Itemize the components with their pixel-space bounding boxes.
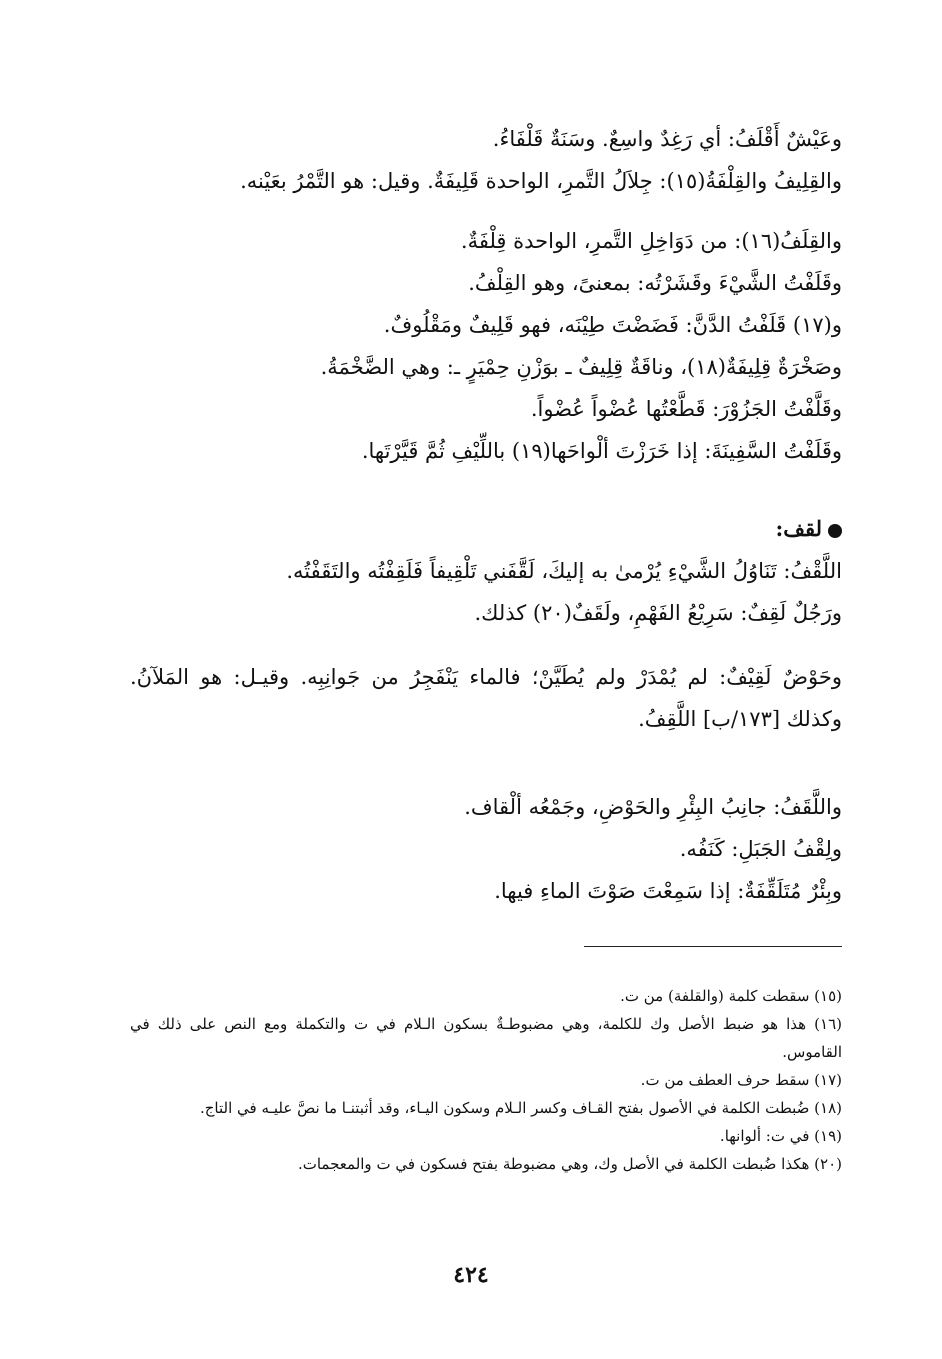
text-line: وعَيْشٌ أَقْلَفُ: أي رَغِدٌ واسِعٌ. وسَنَةٌ قَلْفَاءُ. bbox=[492, 127, 842, 151]
text-line: وبِئْرٌ مُتَلَقِّفَةٌ: إذا سَمِعْتَ صَوْتَ الماءِ فيها. bbox=[494, 879, 842, 903]
footnote: (١٧) سقط حرف العطف من ت. bbox=[640, 1071, 842, 1089]
text-line: والقِلِيفُ والقِلْفَةُ(١٥): جِلاَلُ التَّمرِ، الواحدة قَلِيفَةٌ. وقيل: هو التَّمْرُ بعَيْنه. bbox=[240, 169, 842, 193]
entry-laqaf-more bbox=[130, 786, 842, 912]
entry-qalaf-continued bbox=[130, 118, 842, 202]
text-line: وقَلَفْتُ السَّفِينَةَ: إذا خَرَزْتَ ألْواحَها(١٩) باللِّيْفِ ثُمَّ قَيَّرْتَها. bbox=[361, 439, 842, 463]
text-line: واللَّقَفُ: جانِبُ البِئْرِ والحَوْضِ، وجَمْعُه ألْقاف. bbox=[464, 795, 842, 819]
text-line: ولِقْفُ الجَبَلِ: كَنَفُه. bbox=[679, 837, 842, 861]
footnote: (١٩) في ت: ألوانها. bbox=[719, 1127, 842, 1145]
bullet-icon bbox=[828, 524, 842, 538]
footnote-separator bbox=[584, 946, 842, 947]
entry-hawd-laqif bbox=[130, 656, 842, 740]
entry-qalaf-meanings bbox=[130, 220, 842, 472]
text-line: وقَلَفْتُ الشَّيْءَ وقَشَرْتُه: بمعنىً، وهو القِلْفُ. bbox=[468, 271, 842, 295]
text-paragraph: وحَوْضٌ لَقِيْفٌ: لم يُمْدَرْ ولم يُطَيَّنْ؛ فالماء يَنْفَجِرُ من جَوانِبِه. وقيـل: هو المَلآنُ. وكذلك [١٧٣/ب] اللَّقِفُ. bbox=[130, 665, 842, 731]
footnotes bbox=[130, 982, 842, 1178]
page-number: ٤٢٤ bbox=[453, 1262, 489, 1288]
text-line: وصَخْرَةٌ قِلِيفَةٌ(١٨)، وناقَةٌ قِلِيفٌ ـ بوَزْنِ حِمْيَرٍ ـ: وهي الضَّخْمَةُ. bbox=[320, 355, 842, 379]
text-line: وقَلَّفْتُ الجَزُوْرَ: قَطَّعْتُها عُضْواً عُضْواً. bbox=[530, 397, 842, 421]
footnote: (١٨) ضُبطت الكلمة في الأصول بفتح القـاف وكسر الـلام وسكون اليـاء، وقد أثبتنـا ما نصَّ عليـه في التاج. bbox=[199, 1099, 842, 1117]
heading-word: لقف: bbox=[775, 516, 822, 541]
text-line: ورَجُلٌ لَقِفٌ: سَرِيْعُ الفَهْمِ، ولَقَفٌ(٢٠) كذلك. bbox=[474, 601, 842, 625]
text-line: اللَّقْفُ: تَنَاوُلُ الشَّيْءِ يُرْمىٰ به إليكَ، لَقَّفَني تَلْقِيفاً فَلَقِفْتُه والتَقَفْتُه. bbox=[286, 559, 842, 583]
footnote: (١٥) سقطت كلمة (والقلفة) من ت. bbox=[620, 987, 842, 1005]
text-line: و(١٧) قَلَفْتُ الدَّنَّ: فَضَضْتَ طِيْنَه، فهو قَلِيفٌ ومَقْلُوفٌ. bbox=[383, 313, 842, 337]
footnote: (١٦) هذا هو ضبط الأصل وك للكلمة، وهي مضبوطـةٌ بسكون الـلام في ت والتكملة ومع النص على ذلك في القاموس. bbox=[130, 1015, 842, 1061]
text-line: والقِلَفُ(١٦): من دَوَاخِلِ التَّمرِ، الواحدة قِلْفَةٌ. bbox=[460, 229, 842, 253]
footnote: (٢٠) هكذا ضُبطت الكلمة في الأصل وك، وهي مضبوطة بفتح فسكون في ت والمعجمات. bbox=[297, 1155, 842, 1173]
entry-heading bbox=[130, 508, 842, 550]
entry-laqaf bbox=[130, 508, 842, 634]
